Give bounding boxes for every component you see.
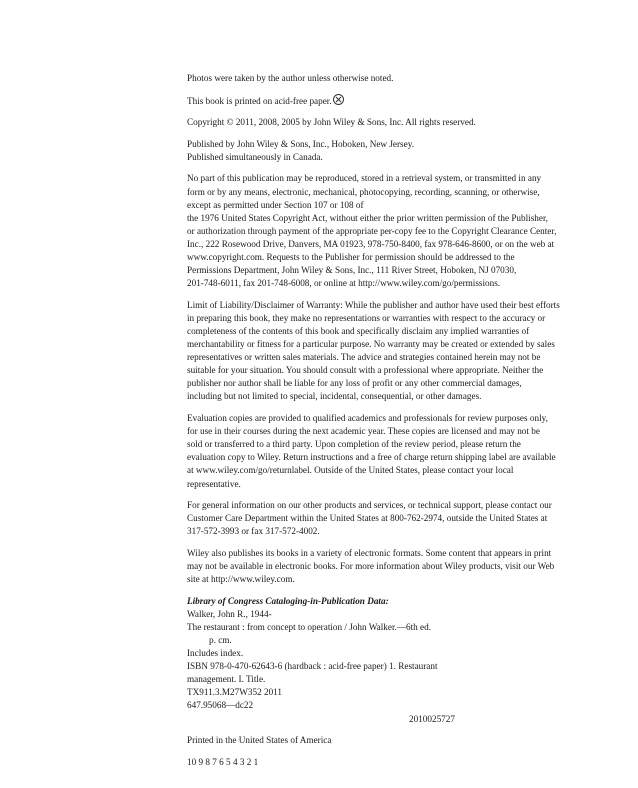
- published-line-2: Published simultaneously in Canada.: [187, 151, 323, 162]
- general-information-paragraph: [187, 499, 585, 538]
- paragraph-line: the 1976 United States Copyright Act, without either the prior written permission of the Publisher,: [187, 212, 548, 223]
- cip-heading: Library of Congress Cataloging-in-Publication Data:: [187, 595, 389, 606]
- paragraph-line: evaluation copy to Wiley. Return instructions and a free of charge return shipping label are available: [187, 452, 556, 463]
- cip-isbn: ISBN 978-0-470-62643-6 (hardback : acid-free paper) 1. Restaurant: [187, 661, 438, 672]
- paragraph-line: or authorization through payment of the appropriate per-copy fee to the Copyright Clearance Center,: [187, 225, 557, 236]
- cip-author: Walker, John R., 1944-: [187, 608, 272, 619]
- paragraph-line: form or by any means, electronic, mechanical, photocopying, recording, scanning, or otherwise,: [187, 186, 540, 197]
- acid-free-text: This book is printed on acid-free paper.: [187, 95, 332, 106]
- paragraph-line: may not be available in electronic books. For more information about Wiley products, visit our Web: [187, 561, 555, 571]
- cip-lc-number: TX911.3.M27W352 2011: [187, 687, 283, 698]
- paragraph-line: Permissions Department, John Wiley & Sons, Inc., 111 River Street, Hoboken, NJ 07030,: [187, 265, 517, 276]
- cip-dewey: 647.95068—dc22: [187, 700, 254, 711]
- limit-of-liability-paragraph: [187, 299, 585, 404]
- paragraph-line: 201-748-6011, fax 201-748-6008, or online at http://www.wiley.com/go/permissions.: [187, 278, 501, 289]
- paragraph-line: in preparing this book, they make no representations or warranties with respect to the accuracy or: [187, 312, 546, 323]
- copyright-notice: Copyright © 2011, 2008, 2005 by John Wiley & Sons, Inc. All rights reserved.: [187, 117, 476, 128]
- paragraph-line: including but not limited to special, incidental, consequential, or other damages.: [187, 391, 482, 402]
- paragraph-line: sold or transferred to a third party. Upon completion of the review period, please return the: [187, 439, 521, 450]
- electronic-formats-paragraph: [187, 547, 585, 586]
- cip-pages: p. cm.: [209, 634, 232, 645]
- cip-index: Includes index.: [187, 648, 244, 659]
- photos-note: Photos were taken by the author unless otherwise noted.: [187, 73, 394, 83]
- paragraph-line: Customer Care Department within the United States at 800-762-2974, outside the United States at: [187, 513, 548, 524]
- paragraph-line: merchantability or fitness for a particular purpose. No warranty may be created or extended by sales: [187, 339, 555, 350]
- cip-block: [187, 595, 585, 726]
- paragraph-line: for use in their courses during the next academic year. These copies are licensed and may not be: [187, 426, 540, 437]
- cip-subject: management. I. Title.: [187, 674, 266, 685]
- evaluation-copies-paragraph: [187, 412, 585, 491]
- publisher-block: [187, 138, 585, 164]
- acid-free-note: [187, 94, 585, 108]
- paragraph-line: Evaluation copies are provided to qualified academics and professionals for review purposes only,: [187, 413, 548, 424]
- printing-line: 10 9 8 7 6 5 4 3 2 1: [187, 756, 259, 767]
- paragraph-line: Limit of Liability/Disclaimer of Warranty: While the publisher and author have used their best efforts: [187, 299, 560, 310]
- paragraph-line: completeness of the contents of this book and specifically disclaim any implied warranties of: [187, 326, 530, 336]
- paragraph-line: site at http://www.wiley.com.: [187, 574, 295, 585]
- copyright-page: [187, 72, 585, 769]
- paragraph-line: representatives or written sales materials. The advice and strategies contained herein may not be: [187, 352, 541, 363]
- paragraph-line: No part of this publication may be reproduced, stored in a retrieval system, or transmitted in any: [187, 173, 542, 184]
- published-line-1: Published by John Wiley & Sons, Inc., Hoboken, New Jersey.: [187, 138, 414, 149]
- no-part-paragraph: [187, 172, 585, 290]
- printed-in: Printed in the United States of America: [187, 735, 332, 746]
- cip-control-number: 2010025727: [409, 713, 455, 724]
- paragraph-line: at www.wiley.com/go/returnlabel. Outside of the United States, please contact your local: [187, 465, 514, 476]
- paragraph-line: www.copyright.com. Requests to the Publisher for permission should be addressed to the: [187, 252, 515, 263]
- cip-title: The restaurant : from concept to operation / John Walker.—6th ed.: [187, 621, 432, 632]
- paragraph-line: publisher nor author shall be liable for any loss of profit or any other commercial damages,: [187, 378, 522, 389]
- paragraph-line: Wiley also publishes its books in a variety of electronic formats. Some content that appears in print: [187, 547, 552, 558]
- paragraph-line: representative.: [187, 478, 241, 489]
- paragraph-line: Inc., 222 Rosewood Drive, Danvers, MA 01923, 978-750-8400, fax 978-646-8600, or on the web at: [187, 238, 555, 249]
- paragraph-line: For general information on our other products and services, or technical support, please contact our: [187, 500, 552, 511]
- recycle-symbol-icon: [333, 94, 344, 105]
- paragraph-line: 317-572-3993 or fax 317-572-4002.: [187, 526, 320, 537]
- paragraph-line: except as permitted under Section 107 or 108 of: [187, 199, 364, 210]
- paragraph-line: suitable for your situation. You should consult with a professional where appropriate. Neither the: [187, 365, 544, 376]
